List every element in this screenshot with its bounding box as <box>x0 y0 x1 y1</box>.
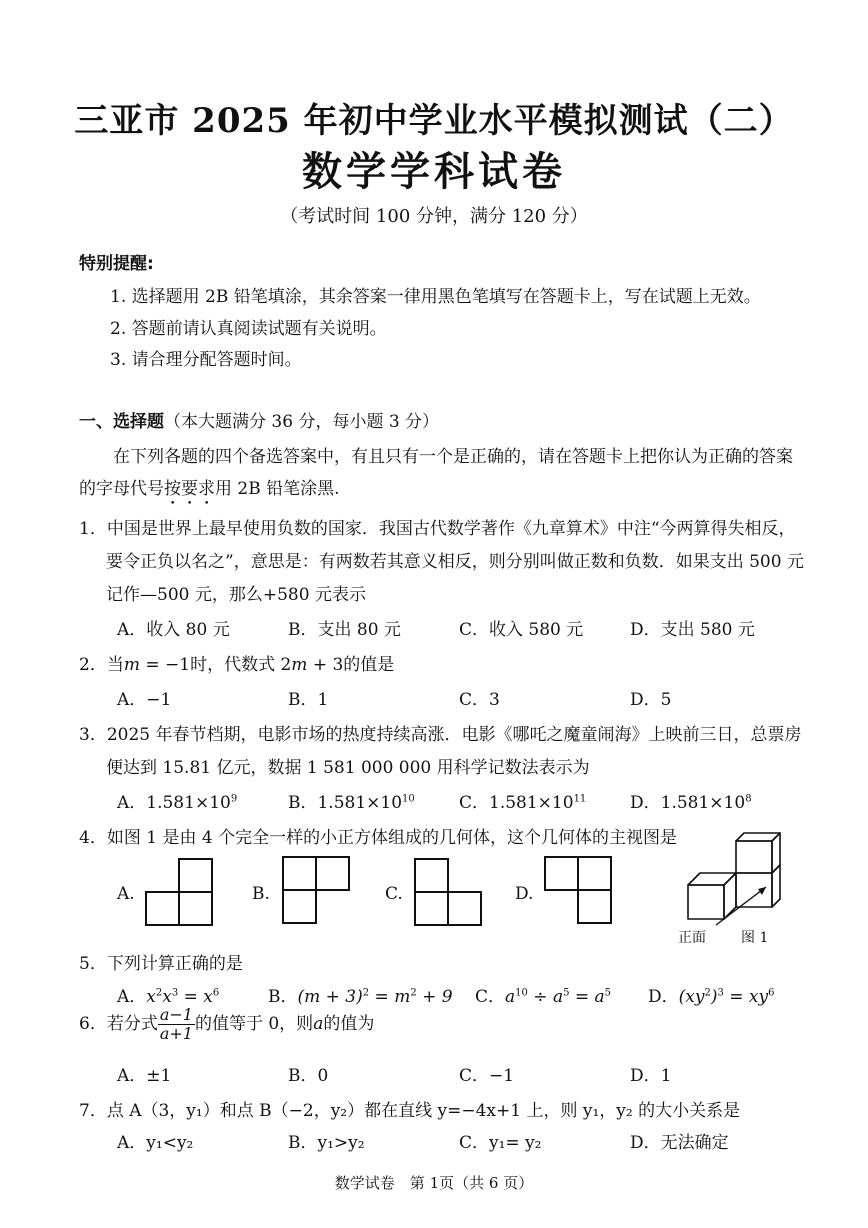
reminder-item-2: 2. 答题前请认真阅读试题有关说明。 <box>110 319 387 339</box>
q4-d-square <box>578 857 611 890</box>
section-title: 选择题 <box>113 412 164 432</box>
q5-d-exp1: 2 <box>704 987 711 999</box>
q3-option-b-exp: 10 <box>402 793 415 805</box>
q7-stem: 7．点 A（3，y₁）和点 B（−2，y₂）都在直线 y=−4x+1 上，则 y₁，y₂ 的大小关系是 <box>79 1101 741 1121</box>
q2-stem <box>79 650 394 675</box>
q5-a-label: A． <box>117 987 147 1007</box>
q7-option-b: B．y₁>y₂ <box>288 1133 365 1153</box>
q6-fraction <box>158 1006 195 1043</box>
q2-option-c: C．3 <box>459 690 500 710</box>
q6-fraction-numerator: a−1 <box>159 1005 193 1024</box>
q1-option-a: A．收入 80 元 <box>117 620 230 640</box>
q5-option-a <box>117 982 219 1007</box>
q2-stem-a: 2．当 <box>79 655 124 675</box>
q4-option-c-label: C. <box>385 884 403 904</box>
section-intro-line-2 <box>79 474 340 509</box>
section-number: 一、 <box>79 412 113 432</box>
q5-a-exp3: 6 <box>212 987 220 999</box>
q5-c-exp1: 10 <box>515 987 528 999</box>
q4-option-b-label: B. <box>252 884 270 904</box>
q4-option-b-figure <box>282 856 352 926</box>
q3-option-b-base: B．1.581×10 <box>288 793 403 813</box>
q3-option-a-exp: 9 <box>230 793 238 805</box>
q5-b-label: B． <box>268 987 298 1007</box>
q5-option-b <box>268 982 453 1007</box>
q1-option-d: D．支出 580 元 <box>630 620 755 640</box>
q4-option-a-figure <box>145 858 215 928</box>
cube-front-face <box>736 841 772 873</box>
q5-a-rhs: = x <box>178 987 213 1007</box>
q5-d-exp2: 3 <box>717 987 724 999</box>
cube-top-face <box>688 873 736 885</box>
q5-c-base2: ÷ a <box>527 987 564 1007</box>
page-footer: 数学试卷 第 1页（共 6 页） <box>334 1174 534 1192</box>
q3-option-b <box>288 788 415 813</box>
q4-c-square <box>415 892 448 925</box>
q3-option-a <box>117 788 237 813</box>
exam-duration-note: （考试时间 100 分钟，满分 120 分） <box>280 206 588 227</box>
q2-option-d: D．5 <box>630 690 672 710</box>
section-heading <box>79 407 439 432</box>
q2-stem-c: + 3的值是 <box>307 655 395 675</box>
intro-text-emphasis: 按要求 <box>164 479 215 499</box>
q5-d-paren: ) <box>710 987 718 1007</box>
intro-text-a: 的字母代号 <box>79 479 164 499</box>
q4-stem: 4．如图 1 是由 4 个完全一样的小正方体组成的几何体，这个几何体的主视图是 <box>79 828 678 848</box>
q3-option-c <box>459 788 586 813</box>
q5-a-exp2: 3 <box>171 987 179 999</box>
q3-option-d-exp: 8 <box>745 793 752 805</box>
q5-d-rhs: = xy <box>723 987 769 1007</box>
q2-option-a: A．−1 <box>117 690 172 710</box>
q6-stem-a: 6．若分式 <box>79 1014 158 1034</box>
exam-title: 三亚市 2025 年初中学业水平模拟测试（二） <box>74 101 794 141</box>
q4-figure-1-cubes <box>680 825 800 930</box>
q4-option-a-label: A. <box>117 884 135 904</box>
q3-option-d <box>630 788 752 813</box>
q6-option-b: B．0 <box>288 1066 329 1086</box>
q2-stem-b: = −1时，代数式 2 <box>139 655 292 675</box>
q1-line-2: 要令正负以名之”，意思是：有两数若其意义相反，则分别叫做正数和负数．如果支出 500 元 <box>106 552 804 572</box>
q5-d-base1: (xy <box>678 987 705 1007</box>
q5-c-label: C． <box>475 987 506 1007</box>
q2-var-m: m <box>123 655 140 675</box>
q4-d-square <box>545 857 578 890</box>
q3-line-2: 便达到 15.81 亿元，数据 1 581 000 000 用科学记数法表示为 <box>106 758 590 778</box>
q5-c-exp2: 5 <box>563 987 570 999</box>
q5-option-d <box>648 982 774 1007</box>
q5-c-rhs: = a <box>569 987 605 1007</box>
q4-option-d-label: D. <box>515 884 534 904</box>
q5-b-rhs: = m <box>369 987 411 1007</box>
section-score-note: （本大题满分 36 分，每小题 3 分） <box>164 412 440 432</box>
q5-a-base2: x <box>162 987 172 1007</box>
cube-side-face <box>772 865 780 907</box>
q4-b-square <box>283 857 316 890</box>
q1-option-b: B．支出 80 元 <box>288 620 401 640</box>
section-intro-line-1: 在下列各题的四个备选答案中，有且只有一个是正确的，请在答题卡上把你认为正确的答案 <box>113 447 793 467</box>
q1-option-c: C．收入 580 元 <box>459 620 584 640</box>
q6-stem-b: 的值等于 0，则 <box>194 1014 314 1034</box>
q4-b-square <box>316 857 349 890</box>
q6-option-a: A．±1 <box>117 1066 172 1086</box>
q2-option-b: B．1 <box>288 690 329 710</box>
q6-var-a: a <box>313 1014 324 1034</box>
q3-option-c-exp: 11 <box>573 793 587 805</box>
cube-front-face <box>736 873 772 907</box>
reminder-item-1: 1. 选择题用 2B 铅笔填涂，其余答案一律用黑色笔填写在答题卡上，写在试题上无效。 <box>110 287 761 307</box>
q7-option-c: C．y₁= y₂ <box>459 1133 542 1153</box>
cube-front-face <box>688 885 724 919</box>
q4-a-square <box>146 892 179 925</box>
q3-line-1: 3．2025 年春节档期，电影市场的热度持续高涨．电影《哪吒之魔童闹海》上映前三日，总票房 <box>79 725 802 745</box>
reminder-item-3: 3. 请合理分配答题时间。 <box>110 350 302 370</box>
arrow-head-icon <box>758 887 766 895</box>
q4-a-square <box>179 892 212 925</box>
q3-option-d-base: D．1.581×10 <box>630 793 746 813</box>
q4-c-square <box>448 892 481 925</box>
q3-option-c-base: C．1.581×10 <box>459 793 574 813</box>
intro-text-b: 用 2B 铅笔涂黑. <box>215 479 340 499</box>
q5-c-exp3: 5 <box>604 987 612 999</box>
q5-d-exp3: 6 <box>768 987 775 999</box>
q6-option-c: C．−1 <box>459 1066 515 1086</box>
q5-b-exp2: 2 <box>410 987 417 999</box>
q6-option-d: D．1 <box>630 1066 672 1086</box>
q1-line-1: 1．中国是世界上最早使用负数的国家．我国古代数学著作《九章算术》中注“今两算得失相反， <box>79 519 796 539</box>
q6-stem <box>79 1006 374 1043</box>
q5-b-base1: (m + 3) <box>297 987 363 1007</box>
q5-a-base1: x <box>146 987 156 1007</box>
q7-option-a: A．y₁<y₂ <box>117 1133 194 1153</box>
q5-b-exp1: 2 <box>362 987 370 999</box>
q4-option-c-figure <box>414 858 484 928</box>
q5-b-rest: + 9 <box>416 987 453 1007</box>
q5-c-base1: a <box>505 987 516 1007</box>
reminder-heading: 特别提醒: <box>79 254 154 274</box>
exam-subject-title: 数学学科试卷 <box>302 148 566 195</box>
q5-d-label: D． <box>648 987 679 1007</box>
q4-a-square <box>179 859 212 892</box>
q7-option-d: D．无法确定 <box>630 1133 729 1153</box>
q5-stem: 5．下列计算正确的是 <box>79 954 243 974</box>
q4-d-square <box>578 890 611 923</box>
q2-var-m-2: m <box>291 655 308 675</box>
q4-figure-caption: 图 1 <box>741 930 769 946</box>
q4-b-square <box>283 890 316 923</box>
q6-fraction-denominator: a+1 <box>159 1024 193 1043</box>
q4-figure-front-label: 正面 <box>678 930 706 946</box>
q4-c-square <box>415 859 448 892</box>
q4-option-d-figure <box>544 856 614 926</box>
q6-stem-c: 的值为 <box>323 1014 375 1034</box>
q5-option-c <box>475 982 611 1007</box>
q1-line-3: 记作—500 元，那么+580 元表示 <box>106 585 366 605</box>
cube-side-face <box>724 873 736 919</box>
q3-option-a-base: A．1.581×10 <box>117 793 231 813</box>
q5-a-exp1: 2 <box>155 987 163 999</box>
